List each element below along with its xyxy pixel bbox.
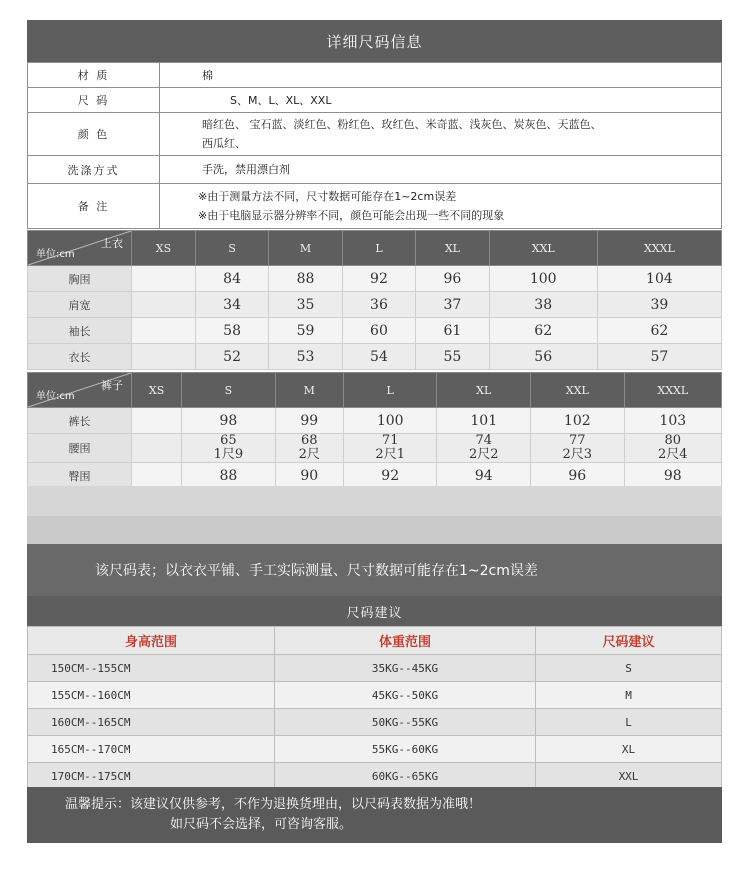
row-label: 臀围 <box>28 463 132 489</box>
table-cell: 99 <box>275 408 343 434</box>
info-key: 尺 码 <box>28 88 160 113</box>
table-cell: 96 <box>416 266 489 292</box>
info-value <box>160 113 722 156</box>
size-header: XXL <box>531 373 625 408</box>
remark-line-2: ※由于电脑显示器分辨率不同，颜色可能会出现一些不同的现象 <box>198 209 505 222</box>
suggested-size: L <box>536 709 722 736</box>
info-value: 手洗，禁用漂白剂 <box>160 156 722 184</box>
size-header: S <box>195 231 268 266</box>
size-header: XXL <box>489 231 597 266</box>
weight-range: 55KG--60KG <box>275 736 536 763</box>
size-recommend-table <box>27 626 722 790</box>
table-cell: 39 <box>597 292 721 318</box>
table-cell <box>132 318 196 344</box>
table-cell <box>132 434 182 463</box>
top-size-table <box>27 230 722 370</box>
table-cell: 52 <box>195 344 268 370</box>
pants-size-header <box>28 373 722 408</box>
info-row-material <box>28 63 722 88</box>
size-header: XL <box>416 231 489 266</box>
header-size: 尺码建议 <box>536 627 722 655</box>
suggested-size: M <box>536 682 722 709</box>
table-cell: 84 <box>195 266 268 292</box>
measurement-note: 该尺码表；以衣衣平铺、手工实际测量、尺寸数据可能存在1~2cm误差 <box>27 544 722 596</box>
category-label: 上衣 <box>101 237 123 250</box>
product-info-table <box>27 62 722 229</box>
table-cell: 61 <box>416 318 489 344</box>
table-cell: 100 <box>343 408 437 434</box>
table-cell: 88 <box>182 463 276 489</box>
color-line-2: 西瓜红、 <box>202 137 246 150</box>
info-value: 棉 <box>160 63 722 88</box>
table-row <box>28 709 722 736</box>
suggested-size: S <box>536 655 722 682</box>
size-header: XXXL <box>624 373 721 408</box>
top-size-header <box>28 231 722 266</box>
table-cell <box>132 266 196 292</box>
unit-label: 单位:cm <box>36 249 75 260</box>
info-key: 洗涤方式 <box>28 156 160 184</box>
table-row <box>28 408 722 434</box>
weight-range: 60KG--65KG <box>275 763 536 790</box>
weight-range: 45KG--50KG <box>275 682 536 709</box>
row-label: 衣长 <box>28 344 132 370</box>
table-cell <box>132 292 196 318</box>
waist-chi: 2尺4 <box>658 447 688 462</box>
table-cell: 98 <box>624 463 721 489</box>
table-corner <box>28 231 132 266</box>
waist-chi: 2尺3 <box>562 447 593 462</box>
waist-cm: 68 <box>301 433 318 448</box>
table-cell: 57 <box>597 344 721 370</box>
table-cell: 53 <box>269 344 342 370</box>
suggested-size: XXL <box>536 763 722 790</box>
table-row <box>28 318 722 344</box>
unit-label: 单位:cm <box>36 391 75 402</box>
table-row <box>28 434 722 463</box>
size-header: L <box>343 373 437 408</box>
size-header: L <box>342 231 415 266</box>
table-cell: 104 <box>597 266 721 292</box>
height-range: 165CM--170CM <box>28 736 275 763</box>
table-cell: 102 <box>531 408 625 434</box>
waist-chi: 2尺1 <box>375 447 405 462</box>
table-corner <box>28 373 132 408</box>
waist-cm: 80 <box>664 433 682 448</box>
header-weight: 体重范围 <box>275 627 536 655</box>
info-row-size <box>28 88 722 113</box>
table-row <box>28 266 722 292</box>
category-label: 裤子 <box>101 379 123 392</box>
table-cell <box>182 434 276 463</box>
table-cell: 35 <box>269 292 342 318</box>
table-cell: 94 <box>437 463 531 489</box>
table-cell: 59 <box>269 318 342 344</box>
table-cell <box>624 434 721 463</box>
recommend-header <box>28 627 722 655</box>
table-row <box>28 463 722 489</box>
height-range: 170CM--175CM <box>28 763 275 790</box>
warm-tip <box>27 787 722 843</box>
info-value: S、M、L、XL、XXL <box>160 88 722 113</box>
table-cell: 90 <box>275 463 343 489</box>
table-cell: 34 <box>195 292 268 318</box>
table-cell: 60 <box>342 318 415 344</box>
table-cell: 62 <box>597 318 721 344</box>
table-cell: 98 <box>182 408 276 434</box>
info-key: 颜 色 <box>28 113 160 156</box>
table-cell <box>275 434 343 463</box>
weight-range: 50KG--55KG <box>275 709 536 736</box>
table-cell: 58 <box>195 318 268 344</box>
table-cell: 92 <box>342 266 415 292</box>
info-row-remark <box>28 184 722 229</box>
table-row <box>28 292 722 318</box>
table-cell <box>132 344 196 370</box>
waist-cm: 71 <box>381 433 399 448</box>
table-cell: 101 <box>437 408 531 434</box>
pants-size-table <box>27 372 722 489</box>
table-row <box>28 736 722 763</box>
waist-cm: 65 <box>220 433 237 448</box>
table-row <box>28 763 722 790</box>
table-row <box>28 682 722 709</box>
size-header: M <box>275 373 343 408</box>
row-label: 肩宽 <box>28 292 132 318</box>
table-cell: 103 <box>624 408 721 434</box>
table-row <box>28 655 722 682</box>
row-label: 裤长 <box>28 408 132 434</box>
detail-size-title: 详细尺码信息 <box>27 20 722 62</box>
remark-line-1: ※由于测量方法不同，尺寸数据可能存在1~2cm误差 <box>198 190 457 203</box>
info-key: 备 注 <box>28 184 160 229</box>
table-cell: 56 <box>489 344 597 370</box>
height-range: 155CM--160CM <box>28 682 275 709</box>
weight-range: 35KG--45KG <box>275 655 536 682</box>
table-cell <box>132 408 182 434</box>
size-header: XS <box>132 231 196 266</box>
size-header: S <box>182 373 276 408</box>
table-cell: 38 <box>489 292 597 318</box>
spacer-band <box>27 486 722 516</box>
tip-line-1: 温馨提示：该建议仅供参考，不作为退换货理由，以尺码表数据为准哦！ <box>65 797 482 812</box>
table-cell: 96 <box>531 463 625 489</box>
info-key: 材 质 <box>28 63 160 88</box>
size-header: XL <box>437 373 531 408</box>
table-cell: 100 <box>489 266 597 292</box>
waist-cm: 77 <box>569 433 586 448</box>
table-cell <box>343 434 437 463</box>
row-label: 袖长 <box>28 318 132 344</box>
height-range: 160CM--165CM <box>28 709 275 736</box>
row-label: 腰围 <box>28 434 132 463</box>
waist-chi: 2尺2 <box>468 447 499 462</box>
table-row <box>28 344 722 370</box>
color-line-1: 暗红色、 宝石蓝、淡红色、粉红色、玫红色、米奇蓝、浅灰色、炭灰色、天蓝色、 <box>202 118 602 131</box>
waist-cm: 74 <box>475 433 493 448</box>
info-value <box>160 184 722 229</box>
recommend-title: 尺码建议 <box>27 596 722 626</box>
table-cell: 55 <box>416 344 489 370</box>
table-cell <box>437 434 531 463</box>
waist-chi: 1尺9 <box>213 447 244 462</box>
header-height: 身高范围 <box>28 627 275 655</box>
table-cell: 54 <box>342 344 415 370</box>
table-cell: 62 <box>489 318 597 344</box>
tip-line-2: 如尺码不会选择，可咨询客服。 <box>170 817 353 832</box>
suggested-size: XL <box>536 736 722 763</box>
table-cell: 37 <box>416 292 489 318</box>
size-header: XS <box>132 373 182 408</box>
table-cell: 36 <box>342 292 415 318</box>
info-row-color <box>28 113 722 156</box>
info-row-washing <box>28 156 722 184</box>
table-cell <box>531 434 625 463</box>
height-range: 150CM--155CM <box>28 655 275 682</box>
size-header: XXXL <box>597 231 721 266</box>
size-header: M <box>269 231 342 266</box>
row-label: 胸围 <box>28 266 132 292</box>
table-cell: 88 <box>269 266 342 292</box>
waist-chi: 2尺 <box>298 447 320 462</box>
table-cell: 92 <box>343 463 437 489</box>
table-cell <box>132 463 182 489</box>
spacer-band <box>27 516 722 544</box>
